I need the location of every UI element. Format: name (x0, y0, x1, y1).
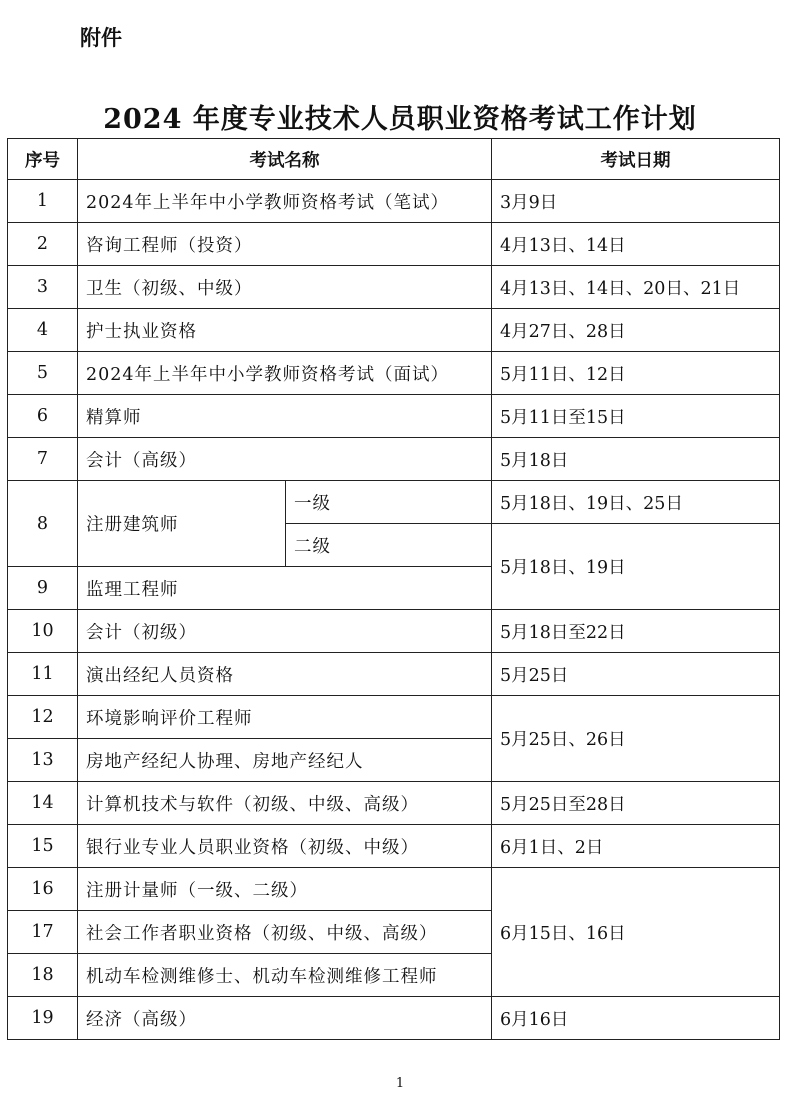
row-exam-name: 会计（高级） (78, 438, 492, 481)
table-row (8, 481, 780, 524)
table-row (8, 825, 780, 868)
page-number: 1 (395, 1076, 405, 1091)
row-exam-date: 5月18日、19日 (492, 524, 780, 610)
row-seq: 19 (8, 997, 78, 1040)
row-exam-date: 3月9日 (492, 180, 780, 223)
row-seq: 3 (8, 266, 78, 309)
row-exam-date: 5月18日、19日、25日 (492, 481, 780, 524)
row-exam-name: 机动车检测维修士、机动车检测维修工程师 (78, 954, 492, 997)
row-seq: 14 (8, 782, 78, 825)
row-exam-name: 社会工作者职业资格（初级、中级、高级） (78, 911, 492, 954)
row-seq: 10 (8, 610, 78, 653)
row-seq: 17 (8, 911, 78, 954)
header-exam-date: 考试日期 (492, 139, 780, 180)
table-row (8, 868, 780, 911)
row-exam-date: 6月16日 (492, 997, 780, 1040)
row-seq: 7 (8, 438, 78, 481)
row-exam-date: 6月15日、16日 (492, 868, 780, 997)
row-exam-name: 房地产经纪人协理、房地产经纪人 (78, 739, 492, 782)
row-exam-name: 演出经纪人员资格 (78, 653, 492, 696)
table-row (8, 180, 780, 223)
table-row (8, 223, 780, 266)
row-seq: 16 (8, 868, 78, 911)
table-row (8, 696, 780, 739)
table-row (8, 997, 780, 1040)
row-exam-date: 4月13日、14日 (492, 223, 780, 266)
row-exam-name: 护士执业资格 (78, 309, 492, 352)
exam-schedule-table (7, 138, 780, 1040)
row-exam-date: 5月11日、12日 (492, 352, 780, 395)
header-seq: 序号 (8, 139, 78, 180)
row-seq: 9 (8, 567, 78, 610)
row-exam-name: 环境影响评价工程师 (78, 696, 492, 739)
row-seq: 4 (8, 309, 78, 352)
row-seq: 5 (8, 352, 78, 395)
row-exam-date: 5月25日至28日 (492, 782, 780, 825)
row-exam-date: 4月27日、28日 (492, 309, 780, 352)
row-exam-name: 监理工程师 (78, 567, 492, 610)
row-exam-date: 5月25日、26日 (492, 696, 780, 782)
table-row (8, 610, 780, 653)
row-exam-name: 卫生（初级、中级） (78, 266, 492, 309)
row-exam-name: 计算机技术与软件（初级、中级、高级） (78, 782, 492, 825)
row-seq: 11 (8, 653, 78, 696)
row-exam-name: 会计（初级） (78, 610, 492, 653)
row-seq: 12 (8, 696, 78, 739)
table-header-row (8, 139, 780, 180)
table-row (8, 395, 780, 438)
table-row (8, 352, 780, 395)
row-exam-name: 精算师 (78, 395, 492, 438)
row-exam-name: 2024年上半年中小学教师资格考试（笔试） (78, 180, 492, 223)
row-seq: 8 (8, 481, 78, 567)
table-row (8, 309, 780, 352)
row-seq: 1 (8, 180, 78, 223)
row-exam-name: 2024年上半年中小学教师资格考试（面试） (78, 352, 492, 395)
row-exam-date: 5月11日至15日 (492, 395, 780, 438)
row-exam-date: 5月18日 (492, 438, 780, 481)
row-exam-date: 5月18日至22日 (492, 610, 780, 653)
row-exam-name: 经济（高级） (78, 997, 492, 1040)
row-exam-name: 注册计量师（一级、二级） (78, 868, 492, 911)
document-title: 2024 年度专业技术人员职业资格考试工作计划 (103, 104, 697, 135)
attachment-label: 附件 (80, 26, 122, 50)
row-exam-subname: 一级 (286, 481, 492, 524)
header-exam-name: 考试名称 (78, 139, 492, 180)
row-seq: 15 (8, 825, 78, 868)
row-exam-name: 银行业专业人员职业资格（初级、中级） (78, 825, 492, 868)
row-seq: 18 (8, 954, 78, 997)
row-exam-name: 注册建筑师 (78, 481, 286, 567)
table-row (8, 653, 780, 696)
row-exam-date: 5月25日 (492, 653, 780, 696)
row-seq: 6 (8, 395, 78, 438)
table-row (8, 438, 780, 481)
row-seq: 2 (8, 223, 78, 266)
row-exam-subname: 二级 (286, 524, 492, 567)
table-row (8, 782, 780, 825)
row-exam-date: 6月1日、2日 (492, 825, 780, 868)
row-exam-date: 4月13日、14日、20日、21日 (492, 266, 780, 309)
table-row (8, 266, 780, 309)
row-exam-name: 咨询工程师（投资） (78, 223, 492, 266)
row-seq: 13 (8, 739, 78, 782)
